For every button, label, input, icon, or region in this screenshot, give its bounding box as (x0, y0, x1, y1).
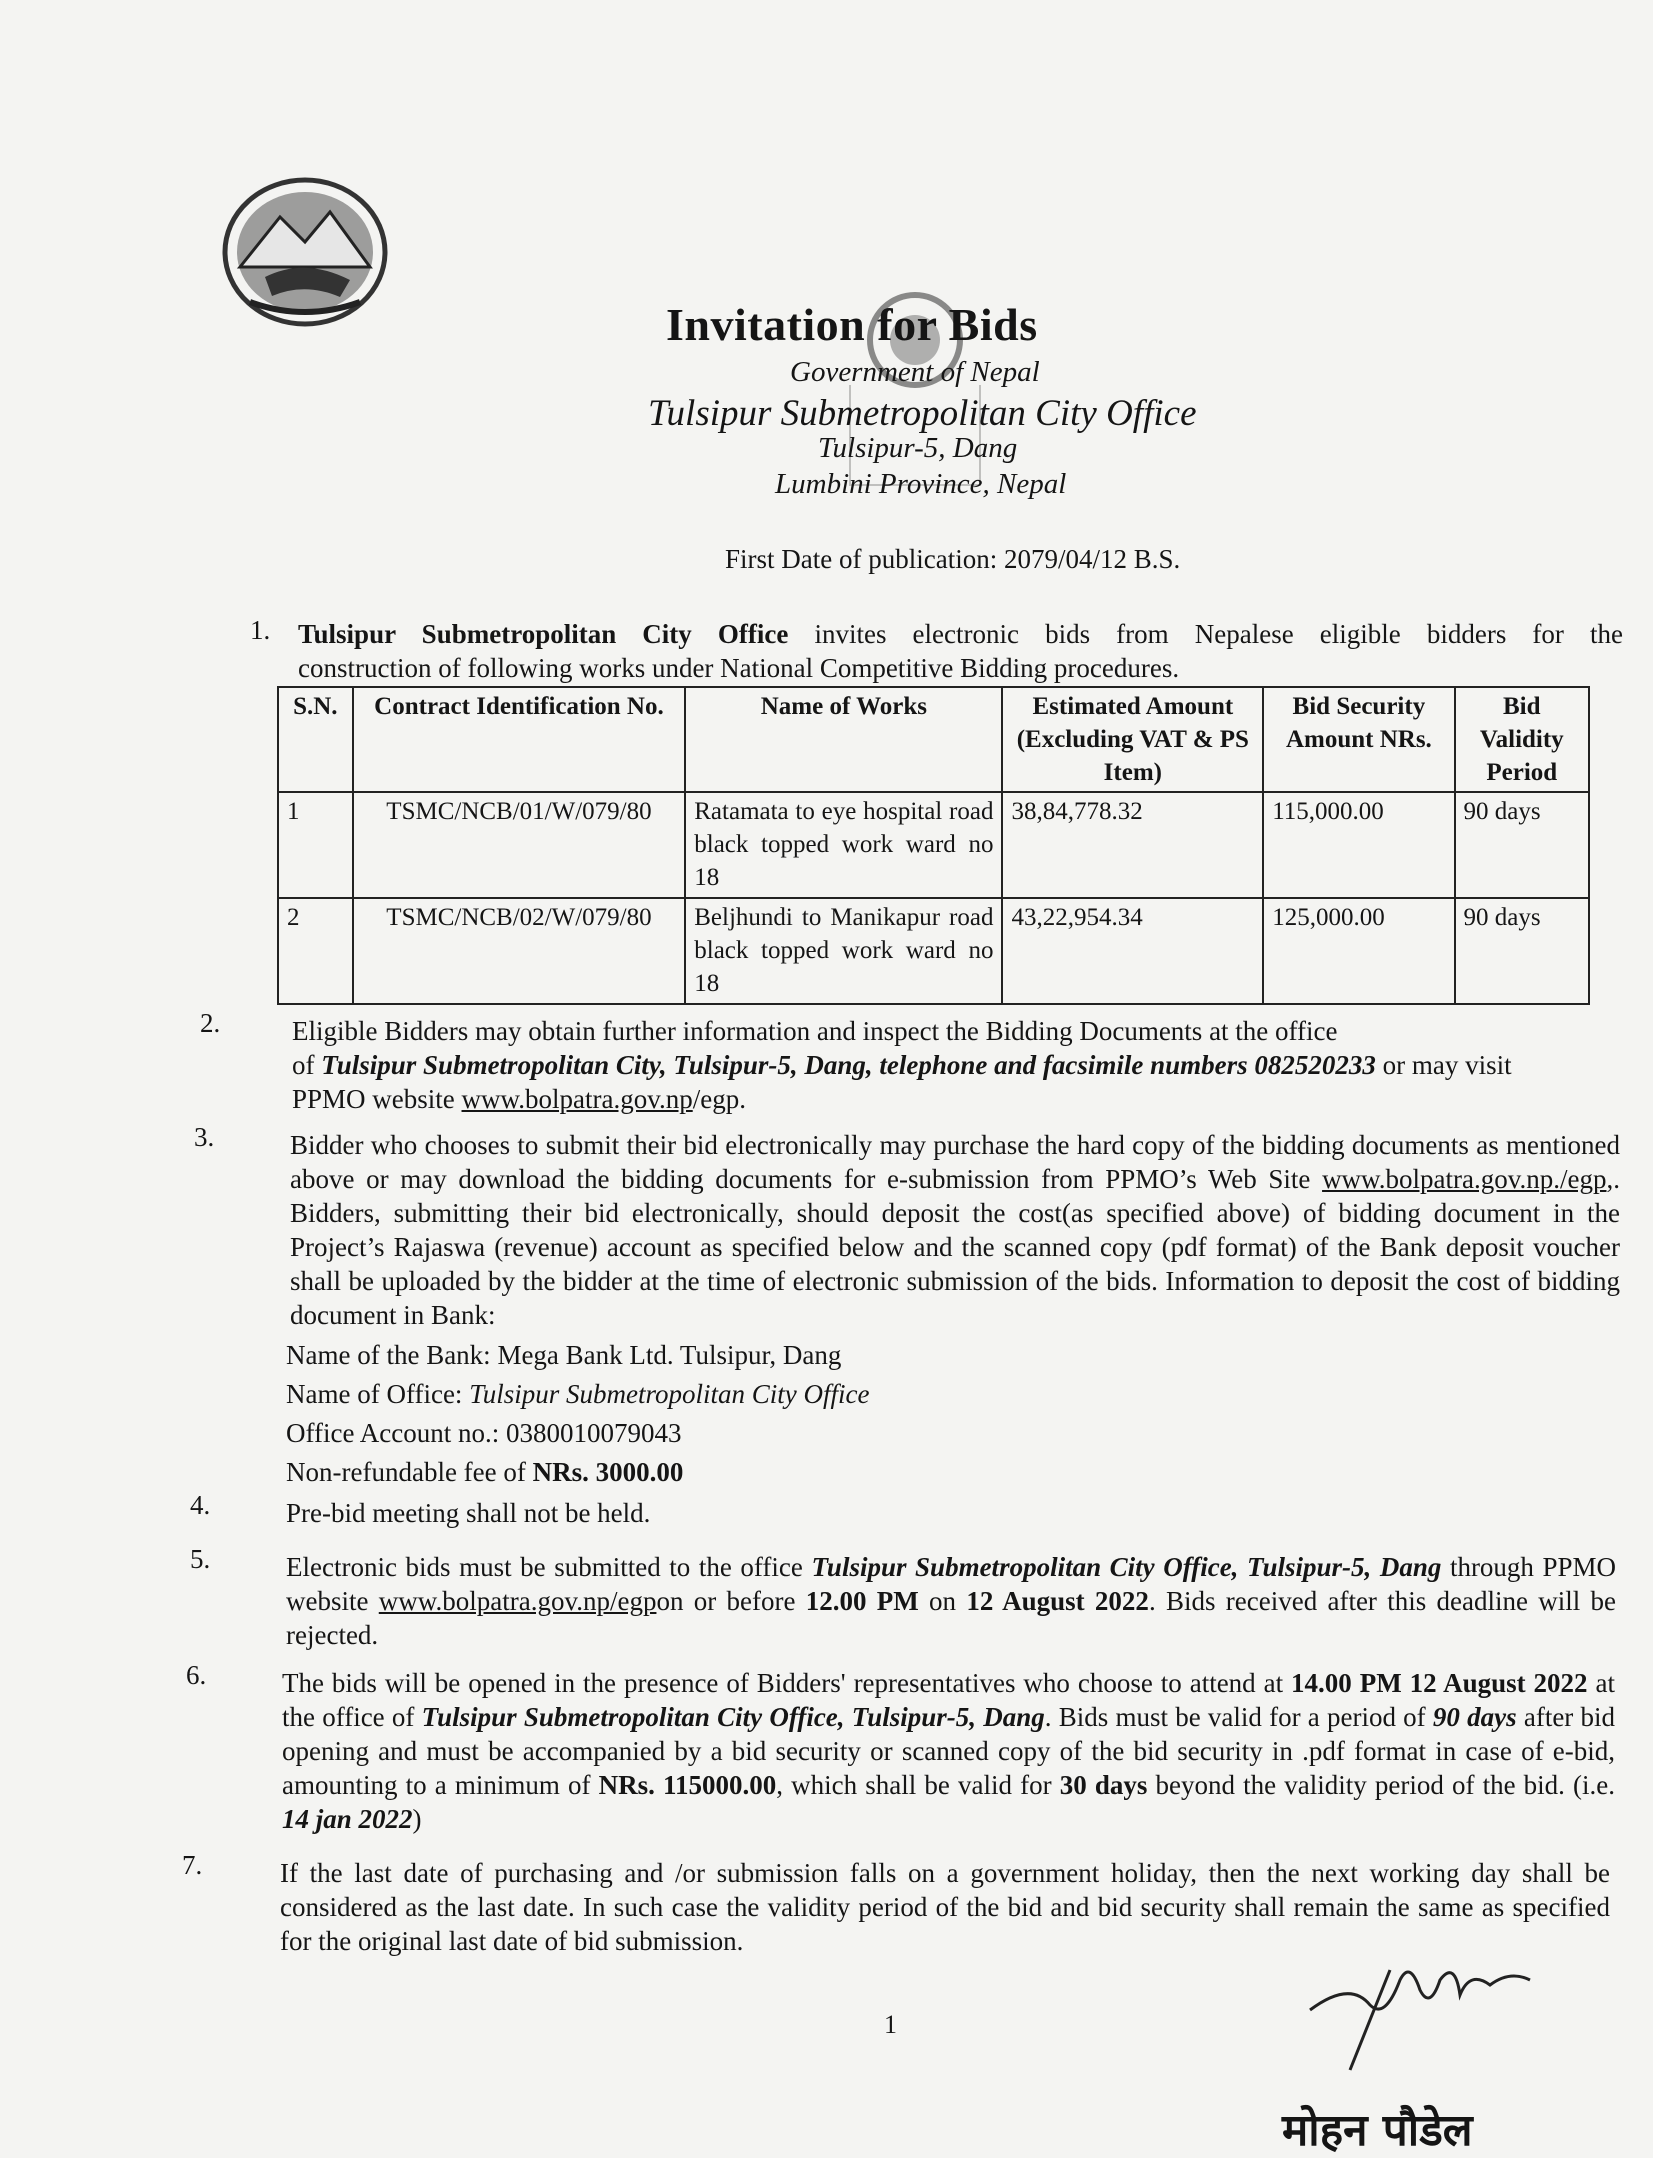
paragraph-5 (286, 1550, 1616, 1652)
bank-name: Name of the Bank: Mega Bank Ltd. Tulsipur, Dang (286, 1340, 842, 1370)
paragraph-text: . Bids received after this deadline will be rejected. (286, 1586, 1616, 1650)
table-header-row (278, 687, 1589, 792)
item-number: 2. (200, 1008, 221, 1038)
cell-bid-security: 125,000.00 (1263, 898, 1454, 1004)
signatory-name: मोहन पौडेल (1282, 2105, 1473, 2156)
works-table (277, 686, 1590, 1005)
item-number: 7. (182, 1850, 203, 1880)
paragraph-text: invites electronic bids from Nepalese eligible bidders for the (814, 619, 1623, 649)
paragraph-text: Eligible Bidders may obtain further information and inspect the Bidding Documents at the office (292, 1016, 1338, 1046)
document-title: Invitation for Bids (666, 299, 1038, 350)
item-number: 4. (190, 1490, 211, 1520)
paragraph-6 (282, 1666, 1615, 1836)
office-address: Tulsipur-5, Dang (818, 432, 1018, 464)
fee-label: Non-refundable fee of (286, 1457, 526, 1487)
publication-date: First Date of publication: 2079/04/12 B.S. (725, 544, 1181, 574)
bolpatra-egp-link[interactable]: www.bolpatra.gov.np./egp (1322, 1164, 1607, 1194)
cell-estimated-amount: 43,22,954.34 (1002, 898, 1263, 1004)
header-sn: S.N. (278, 687, 353, 792)
paragraph-text: beyond the validity period of the bid. (i.e. (1155, 1770, 1616, 1800)
bolpatra-egp-link[interactable]: www.bolpatra.gov.np/egp (378, 1586, 657, 1616)
header-name-of-works: Name of Works (685, 687, 1002, 792)
handwritten-signature (1290, 1950, 1550, 2080)
office-name: Tulsipur Submetropolitan City Office (648, 393, 1197, 434)
paragraph-7: If the last date of purchasing and /or submission falls on a government holiday, then the next working day shall be considered as the last date. In such case the validity period of the bid and bid security shall remain the same as specified for the original last date of bid submission. (280, 1858, 1610, 1956)
cell-name-of-works: Ratamata to eye hospital road black topped work ward no 18 (685, 792, 1002, 898)
account-number: Office Account no.: 0380010079043 (286, 1418, 682, 1448)
paragraph-text: Bidder who chooses to submit their bid electronically may purchase the hard copy of the bidding documents as mentioned above or may download the bidding documents for e-submission from PPMO’s Web Site (290, 1130, 1620, 1194)
bank-details (286, 1336, 1586, 1492)
cell-name-of-works: Beljhundi to Manikapur road black topped work ward no 18 (685, 898, 1002, 1004)
page-number: 1 (884, 2010, 897, 2039)
header-bid-security: Bid Security Amount NRs. (1263, 687, 1454, 792)
paragraph-text: PPMO website (292, 1084, 455, 1114)
nepal-government-emblem (210, 172, 400, 332)
cell-bid-security: 115,000.00 (1263, 792, 1454, 898)
ppmo-website-link[interactable]: www.bolpatra.gov.np (461, 1084, 693, 1114)
paragraph-1-line-2: construction of following works under National Competitive Bidding procedures. (298, 653, 1180, 683)
header-bid-validity: Bid Validity Period (1455, 687, 1589, 792)
cell-estimated-amount: 38,84,778.32 (1002, 792, 1263, 898)
validity-date: 14 jan 2022 (282, 1804, 413, 1834)
office-emphasis: Tulsipur Submetropolitan City Office, Tulsipur-5, Dang (811, 1552, 1442, 1582)
paragraph-text: /egp. (692, 1084, 746, 1114)
paragraph-text: , which shall be valid for (776, 1770, 1052, 1800)
opening-time: 14.00 PM 12 August 2022 (1291, 1668, 1588, 1698)
paragraph-text: or may visit (1382, 1050, 1512, 1080)
paragraph-text-line (292, 1048, 1622, 1082)
header-estimated-amount: Estimated Amount (Excluding VAT & PS Item) (1002, 687, 1263, 792)
item-number: 1. (250, 615, 271, 645)
office-name-bold: Tulsipur Submetropolitan City Office (298, 619, 789, 649)
fee-value: NRs. 3000.00 (532, 1457, 684, 1487)
fee-line (286, 1453, 1586, 1492)
item-number: 5. (190, 1544, 211, 1574)
paragraph-text: on (929, 1586, 957, 1616)
paragraph-text: through PPMO website (286, 1552, 1617, 1616)
paragraph-text: The bids will be opened in the presence of Bidders' representatives who choose to attend at (282, 1668, 1284, 1698)
paragraph-3 (290, 1128, 1620, 1332)
paragraph-text: of (292, 1050, 315, 1080)
paragraph-text: ) (412, 1804, 422, 1834)
office-contact-emphasis: Tulsipur Submetropolitan City, Tulsipur-5, Dang, telephone and facsimile numbers 082520233 (321, 1050, 1376, 1080)
cell-contract-id: TSMC/NCB/01/W/079/80 (353, 792, 686, 898)
item-number: 6. (186, 1660, 207, 1690)
paragraph-4: Pre-bid meeting shall not be held. (286, 1498, 651, 1528)
security-amount: NRs. 115000.00 (598, 1770, 777, 1800)
office-label: Name of Office: (286, 1379, 463, 1409)
office-province: Lumbini Province, Nepal (775, 468, 1067, 500)
paragraph-2 (292, 1014, 1622, 1116)
paragraph-text-line (292, 1082, 1622, 1116)
office-emphasis: Tulsipur Submetropolitan City Office, Tulsipur-5, Dang (421, 1702, 1045, 1732)
table-row (278, 792, 1589, 898)
cell-contract-id: TSMC/NCB/02/W/079/80 (353, 898, 686, 1004)
paragraph-text: Electronic bids must be submitted to the office (286, 1552, 803, 1582)
cell-sn: 2 (278, 898, 353, 1004)
paragraph-text: ,. Bidders, submitting their bid electronically, should deposit the cost(as specified above) of bidding document in the Project’s Rajaswa (revenue) account as specified below and the scanned copy (pdf format) of the Bank deposit voucher shall be uploaded by the bidder at the time of electronic submission of the bids. Information to deposit the cost of bidding document in Bank: (290, 1164, 1620, 1330)
header-contract-id: Contract Identification No. (353, 687, 686, 792)
cell-bid-validity: 90 days (1455, 898, 1589, 1004)
government-name: Government of Nepal (790, 356, 1040, 388)
validity-days: 90 days (1432, 1702, 1517, 1732)
deadline-time: 12.00 PM (805, 1586, 919, 1616)
paragraph-text: . Bids must be valid for a period of (1044, 1702, 1426, 1732)
paragraph-text: on or before (656, 1586, 796, 1616)
office-value: Tulsipur Submetropolitan City Office (469, 1379, 870, 1409)
cell-sn: 1 (278, 792, 353, 898)
office-line (286, 1375, 1586, 1414)
table-row (278, 898, 1589, 1004)
paragraph-text: after bid opening and must be accompanied by a bid security or scanned copy of the bid security in .pdf format in case of e-bid, amounting to a minimum of (282, 1702, 1616, 1800)
cell-bid-validity: 90 days (1455, 792, 1589, 898)
item-number: 3. (194, 1122, 215, 1152)
extra-days: 30 days (1059, 1770, 1148, 1800)
paragraph-1-line-1 (298, 617, 1623, 651)
paragraph-text: at the office of (282, 1668, 1615, 1732)
deadline-date: 12 August 2022 (966, 1586, 1149, 1616)
